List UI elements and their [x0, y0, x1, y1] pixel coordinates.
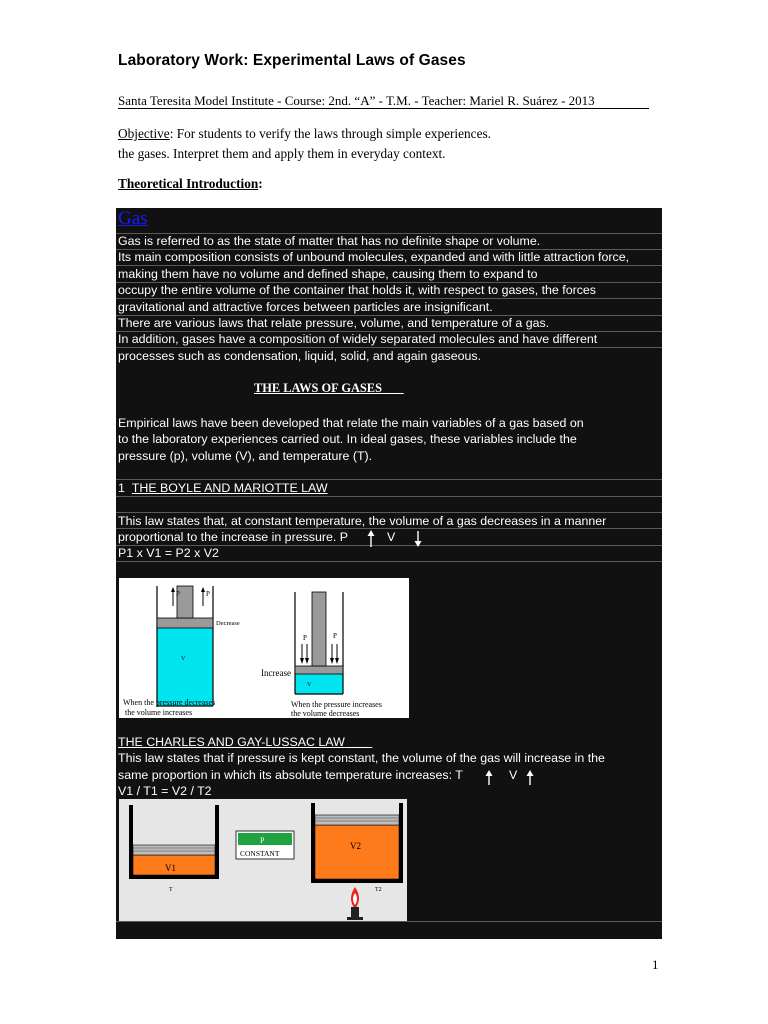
- svg-text:P: P: [260, 836, 265, 845]
- arrow-up-icon: [484, 770, 494, 786]
- svg-text:P: P: [333, 632, 337, 640]
- svg-text:T2: T2: [375, 887, 382, 893]
- arrow-up-icon: [525, 770, 535, 786]
- boyle-line: This law states that, at constant temperature, the volume of a gas decreases in a manner: [118, 514, 607, 528]
- boyle-title: THE BOYLE AND MARIOTTE LAW: [131, 481, 328, 495]
- charles-diagram: [119, 799, 407, 921]
- document-title: Laboratory Work: Experimental Laws of Gases: [118, 52, 466, 69]
- gas-line: occupy the entire volume of the container that holds it, with respect to gases, the forces: [118, 283, 596, 297]
- gas-line: Gas is referred to as the state of matter that has no definite shape or volume.: [118, 234, 541, 248]
- gas-line: In addition, gases have a composition of widely separated molecules and have different: [118, 332, 598, 346]
- laws-intro-line: Empirical laws have been developed that relate the main variables of a gas based on: [118, 416, 584, 430]
- gas-line: Its main composition consists of unbound molecules, expanded and with little attraction force,: [118, 250, 630, 264]
- arrow-down-icon: [413, 530, 423, 548]
- svg-text:Increase: Increase: [261, 668, 291, 678]
- boyle-diagram-drawing: [119, 578, 409, 718]
- left-gas-volume: [157, 628, 213, 706]
- constant-indicator: [238, 833, 292, 845]
- theoretical-introduction-heading: [118, 176, 263, 192]
- gas-line: processes such as condensation, liquid, solid, and again gaseous.: [118, 349, 482, 363]
- boyle-number: 1: [118, 481, 125, 495]
- svg-text:T: T: [169, 887, 173, 893]
- charles-heading: [118, 734, 372, 750]
- gas-line: making them have no volume and defined shape, causing them to expand to: [118, 267, 538, 281]
- objective-text-1: : For students to verify the laws through simple experiences.: [169, 126, 491, 141]
- svg-text:CONSTANT: CONSTANT: [240, 849, 280, 858]
- course-info: Santa Teresita Model Institute - Course: 2nd. “A” - T.M. - Teacher: Mariel R. Suárez - 2013: [118, 93, 595, 108]
- svg-text:V: V: [307, 682, 312, 688]
- laws-intro-line: pressure (p), volume (V), and temperature (T).: [118, 449, 373, 463]
- svg-text:P: P: [303, 634, 307, 642]
- svg-text:the volume increases: the volume increases: [125, 708, 193, 717]
- boyle-volume-symbol: V: [387, 530, 396, 544]
- laws-intro-line: to the laboratory experiences carried out. In ideal gases, these variables include the: [118, 432, 577, 446]
- header-rule: [118, 108, 649, 109]
- row-rule: [116, 561, 662, 562]
- svg-text:Decrease: Decrease: [216, 620, 240, 627]
- intro-label: Theoretical Introduction: [118, 176, 259, 191]
- svg-text:When the pressure decreases: When the pressure decreases: [123, 698, 216, 707]
- charles-line: This law states that if pressure is kept constant, the volume of the gas will increase in the: [118, 751, 605, 765]
- svg-text:the volume decreases: the volume decreases: [291, 709, 360, 718]
- boyle-diagram: [119, 578, 409, 718]
- svg-text:V2: V2: [350, 841, 361, 851]
- charles-formula: V1 / T1 = V2 / T2: [118, 784, 212, 798]
- charles-volume-symbol: V: [509, 768, 518, 782]
- intro-colon: :: [258, 176, 263, 191]
- svg-text:V: V: [181, 656, 186, 662]
- v2-gas-volume: [315, 825, 399, 879]
- row-rule: [116, 921, 662, 922]
- laws-heading: THE LAWS OF GASES: [254, 381, 382, 395]
- objective-section: [118, 124, 678, 164]
- svg-text:P: P: [176, 590, 180, 598]
- page-number: 1: [652, 957, 659, 972]
- charles-title: THE CHARLES AND GAY-LUSSAC LAW: [118, 735, 345, 749]
- svg-text:V1: V1: [165, 863, 176, 873]
- gas-line: There are various laws that relate pressure, volume, and temperature of a gas.: [118, 316, 550, 330]
- arrow-up-icon: [366, 530, 376, 548]
- right-gas-volume: [295, 674, 343, 694]
- theory-panel: [116, 208, 662, 939]
- objective-label: Objective: [118, 126, 170, 141]
- objective-text-2: the gases. Interpret them and apply them in everyday context.: [118, 146, 446, 161]
- gas-heading: Gas: [118, 208, 148, 229]
- flame-icon: [347, 887, 363, 920]
- boyle-heading: [118, 480, 328, 496]
- row-rule: [116, 496, 662, 497]
- charles-diagram-drawing: [119, 799, 407, 921]
- boyle-line-2: proportional to the increase in pressure. P: [118, 530, 349, 544]
- charles-line-2: same proportion in which its absolute temperature increases: T: [118, 768, 463, 782]
- svg-text:P: P: [206, 590, 210, 598]
- svg-text:When the pressure increases: When the pressure increases: [291, 700, 382, 709]
- boyle-formula: P1 x V1 = P2 x V2: [118, 546, 219, 560]
- gas-line: gravitational and attractive forces between particles are insignificant.: [118, 300, 493, 314]
